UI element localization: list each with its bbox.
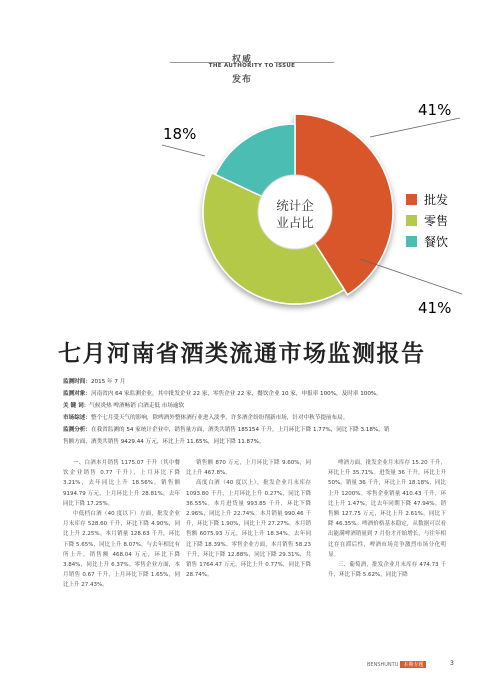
- meta-line: [63, 401, 184, 409]
- meta-label: 监测分析：: [63, 427, 91, 433]
- article-title: 七月河南省酒类流通市场监测报告: [58, 341, 426, 367]
- badge-subtitle-en: THE AUTHORITY TO ISSUE: [208, 63, 296, 69]
- legend-label-wholesale: 批发: [424, 193, 449, 207]
- leader-line-retail: [360, 259, 462, 294]
- meta-label: 市场综述：: [63, 415, 91, 421]
- meta-line: [63, 413, 348, 421]
- legend-swatch-retail: [406, 215, 417, 226]
- footer-section-tag: 本期专题: [400, 661, 426, 668]
- body-column-1: [63, 458, 180, 591]
- body-column-2: [186, 458, 311, 580]
- badge-title-bottom: 发布: [232, 75, 253, 85]
- meta-text: 售额方面，酒类共销售 9429.44 万元，环比上升 11.65%，同比下降 11.87%。: [63, 439, 265, 445]
- legend-swatch-wholesale: [406, 194, 417, 205]
- slice-label-dining: 18%: [163, 125, 197, 143]
- slice-label-wholesale: 41%: [418, 101, 452, 119]
- page-number: 3: [450, 660, 454, 667]
- paragraph: 一、白酒本月销售 1175.07 千升（其中餐饮企业销售 0.77 千升），上月环比下降 3.21%，去年同比上升 18.56%。销售额 9194.79 万元，上月环比上升 28.81%，去年同比下降 17.25%。: [63, 460, 180, 507]
- center-text-line-2: 业占比: [276, 215, 314, 230]
- meta-line: [63, 377, 125, 385]
- legend-swatch-dining: [406, 236, 417, 247]
- meta-text: 气候炎热 啤酒畅销 白酒走低 市场逾软: [89, 403, 185, 409]
- meta-text: 2015 年 7 月: [90, 379, 126, 385]
- chart-legend: [406, 192, 448, 249]
- footer-brand: BENSHUNTU: [367, 662, 399, 668]
- meta-label: 监测对象：: [63, 391, 91, 397]
- leader-line-dining: [162, 145, 205, 156]
- leader-line-wholesale: [370, 118, 460, 137]
- meta-label: 监测时间：: [63, 379, 91, 385]
- meta-label: 关 键 词：: [63, 403, 90, 409]
- meta-line: [63, 437, 265, 445]
- paragraph: 销售额 870 万元，上月环比下降 9.60%，同比上升 467.8%。: [186, 460, 311, 477]
- meta-text: 在我省监测的 54 家统计企业中，销售量方面，酒类共销售 185154 千升，上月环比下降 1.77%，同比下降 3.18%。销: [90, 427, 390, 433]
- meta-line: [63, 389, 382, 397]
- pie-chart: [0, 0, 504, 330]
- badge-title-top: 权威: [232, 55, 253, 65]
- paragraph: 三、葡萄酒，批发企业月末库存 474.73 千升，环比下降 5.62%，同比下降: [328, 562, 446, 579]
- meta-text: 整个七月受天气的影响，除啤酒外整体酒行业进入淡季，许多酒企纷纷削新市场，针对中秋节提前布局。: [90, 415, 349, 421]
- slice-label-retail: 41%: [418, 299, 452, 317]
- legend-label-retail: 零售: [424, 214, 449, 228]
- meta-text: 河南省内 64 家监测企业，其中批发企业 22 家，零售企业 22 家，餐饮企业 10 家，申报率 100%，及时率 100%。: [90, 391, 382, 397]
- paragraph: 啤酒方面，批发企业月末库存 15.20 千升，环比上升 35.71%。进货量 36 千升，环比上升 50%。销量 36 千升，环比上升 18.18%，同比上升 1200%。零售企业销量 410.43 千升，环比上升 1.47%，比去年同期下降 47.94%。销售额 127.75 万元，环比上升 2.61%，同比下降 46.35%。啤酒价格基本稳定，从数据可以看出能满啤酒销量到 7 月份才开始增长，与往年相比存在滞后性，啤酒市场竞争激烈市场分化明显。: [328, 460, 446, 558]
- page-footer: [367, 661, 428, 668]
- meta-line: [63, 425, 389, 433]
- paragraph: 中低档白酒（40 度以下）方面，批发企业月末库存 528.60 千升，环比下降 4.90%，同比上升 2.25%。本月销量 128.63 千升，环比下降 5.65%，同比上升 8.07%。与去年相比有所上升，销售额 468.04 万元，环比下降 3.84%，同比上升 6.37%。零售企业方面，本月销售 0.67 千升，上月环比下降 1.65%，同比上升 27.43%。: [63, 511, 180, 589]
- body-column-3: [328, 458, 446, 580]
- legend-label-dining: 餐饮: [424, 235, 449, 249]
- center-text-line-1: 统计企: [276, 198, 314, 213]
- paragraph: 高度白酒（40 度以上），批发企业月末库存 1093.80 千升，上月环比上升 0.27%，同比下降 36.55%。本月进货量 993.85 千升，环比下降 2.96%，同比上升 22.74%。本月销量 990.46 千升，环比下降 1.90%，同比上升 27.27%。本月销售额 6075.93 万元，环比上升 18.34%，去年同比下降 18.39%。零售企业方面，本月销售 58.23 千升，环比下降 12.88%，同比下降 29.31%，共销售 1764.47 万元，环比上升 0.77%，同比下降 28.74%。: [186, 480, 311, 579]
